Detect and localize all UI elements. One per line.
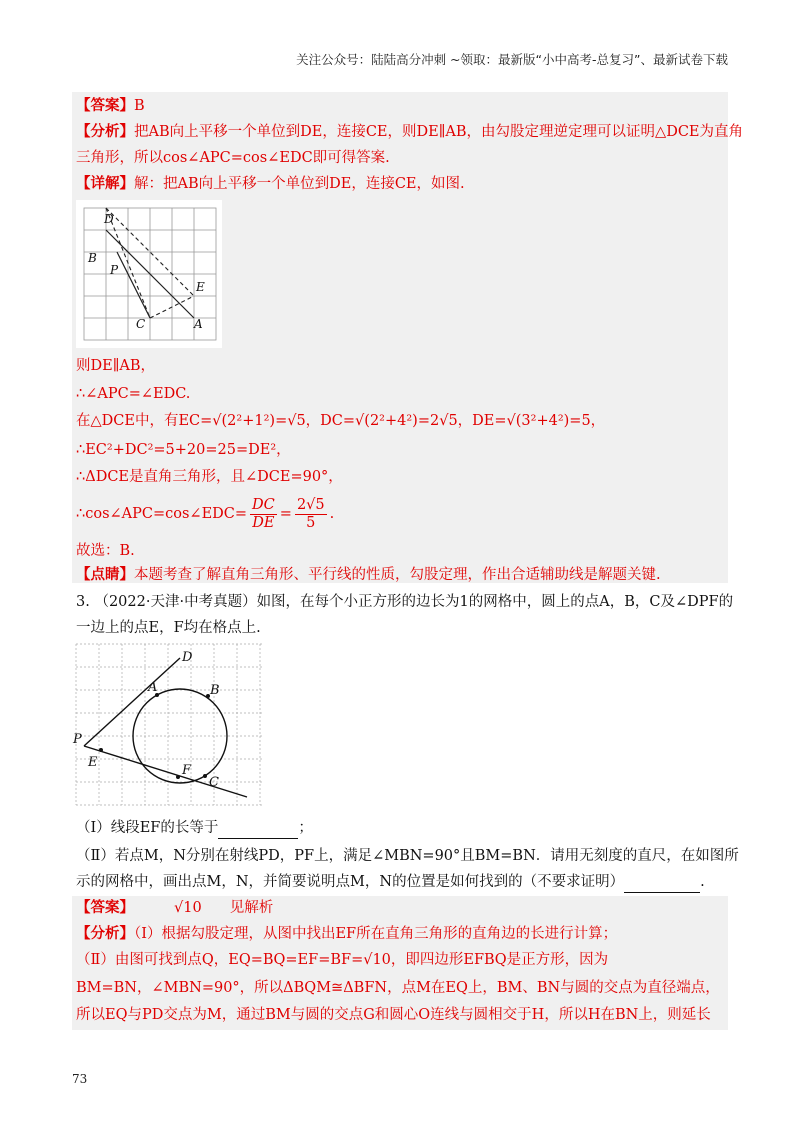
s3-answer-line: 【答案】 √10 见解析: [76, 899, 274, 916]
label-e: E: [88, 755, 98, 770]
analysis-line-2: 三角形，所以cos∠APC=cos∠EDC即可得答案.: [76, 150, 390, 166]
point-c: [203, 774, 207, 778]
label-b: B: [88, 251, 97, 265]
ray-pd: [84, 658, 180, 746]
analysis-line-1: 【分析】把AB向上平移一个单位到DE，连接CE，则DE∥AB，由勾股定理逆定理可以证明△DCE为直角: [76, 123, 744, 140]
label-p: P: [73, 732, 82, 747]
label-a: A: [194, 317, 203, 331]
comment-line: 【点睛】本题考查了解直角三角形、平行线的性质，勾股定理，作出合适辅助线是解题关键.: [76, 566, 661, 583]
label-f: F: [182, 763, 192, 778]
figure-circle-angle: [72, 640, 264, 808]
step-5: ∴ΔDCE是直角三角形，且∠DCE=90°，: [76, 469, 343, 485]
label-c: C: [136, 317, 146, 331]
label-d: D: [182, 650, 193, 665]
s3-analysis-3: BM=BN，∠MBN=90°，所以ΔBQM≅ΔBFN，点M在EQ上，BM、BN与圆的交点为直径端点，: [76, 980, 720, 996]
answer-line: 【答案】B: [76, 97, 145, 114]
label-c: C: [209, 775, 219, 790]
page-header: 关注公众号：陆陆高分冲刺 ~领取：最新版“小中高考-总复习”、最新试卷下载: [296, 52, 728, 67]
ray-pf: [84, 746, 247, 797]
label-p: P: [110, 263, 119, 277]
page-number: 73: [72, 1072, 88, 1086]
step-6: ∴cos∠APC=cos∠EDC= $\frac{DC}{DE}$ = $\frac{2√5}{5}$ .: [76, 496, 335, 531]
question-1: （Ⅰ）线段EF的长等于 ；: [76, 818, 313, 839]
step-1: 则DE∥AB，: [76, 358, 156, 374]
s3-analysis-2: （Ⅱ）由图可找到点Q，EQ=BQ=EF=BF=√10，即四边形EFBQ是正方形，因为: [76, 952, 609, 968]
figure-grid-triangle: [76, 200, 222, 348]
label-b: B: [210, 683, 220, 698]
choose-line: 故选：B.: [76, 543, 135, 559]
question-2-line-1: （Ⅱ）若点M，N分别在射线PD，PF上，满足∠MBN=90°且BM=BN．请用无刻度的直尺，在如图所: [76, 848, 739, 864]
step-3: 在△DCE中，有EC=√(2²+1²)=√5，DC=√(2²+4²)=2√5，DE=√(3²+4²)=5，: [76, 413, 606, 429]
detail-line-1: 【详解】解：把AB向上平移一个单位到DE，连接CE，如图.: [76, 175, 465, 192]
label-e: E: [196, 280, 205, 294]
problem3-line-1: 3. （2022·天津·中考真题）如图，在每个小正方形的边长为1的网格中，圆上的点A，B，C及∠DPF的: [76, 594, 734, 610]
point-e: [99, 748, 103, 752]
label-d: D: [104, 212, 114, 226]
answer-blank-2[interactable]: [624, 872, 700, 893]
answer-blank-1[interactable]: [218, 818, 298, 839]
step-4: ∴EC²+DC²=5+20=25=DE²，: [76, 442, 291, 458]
problem3-line-2: 一边上的点E，F均在格点上.: [76, 620, 261, 636]
s3-analysis-1: 【分析】（Ⅰ）根据勾股定理，从图中找出EF所在直角三角形的直角边的长进行计算；: [76, 925, 618, 942]
s3-analysis-4: 所以EQ与PD交点为M，通过BM与圆的交点G和圆心O连线与圆相交于H，所以H在BN上，则延长: [76, 1007, 711, 1023]
question-2-line-2: 示的网格中，画出点M，N，并简要说明点M，N的位置是如何找到的（不要求证明） .: [76, 872, 705, 893]
label-a: A: [148, 680, 158, 695]
point-f: [176, 775, 180, 779]
step-2: ∴∠APC=∠EDC.: [76, 386, 191, 402]
